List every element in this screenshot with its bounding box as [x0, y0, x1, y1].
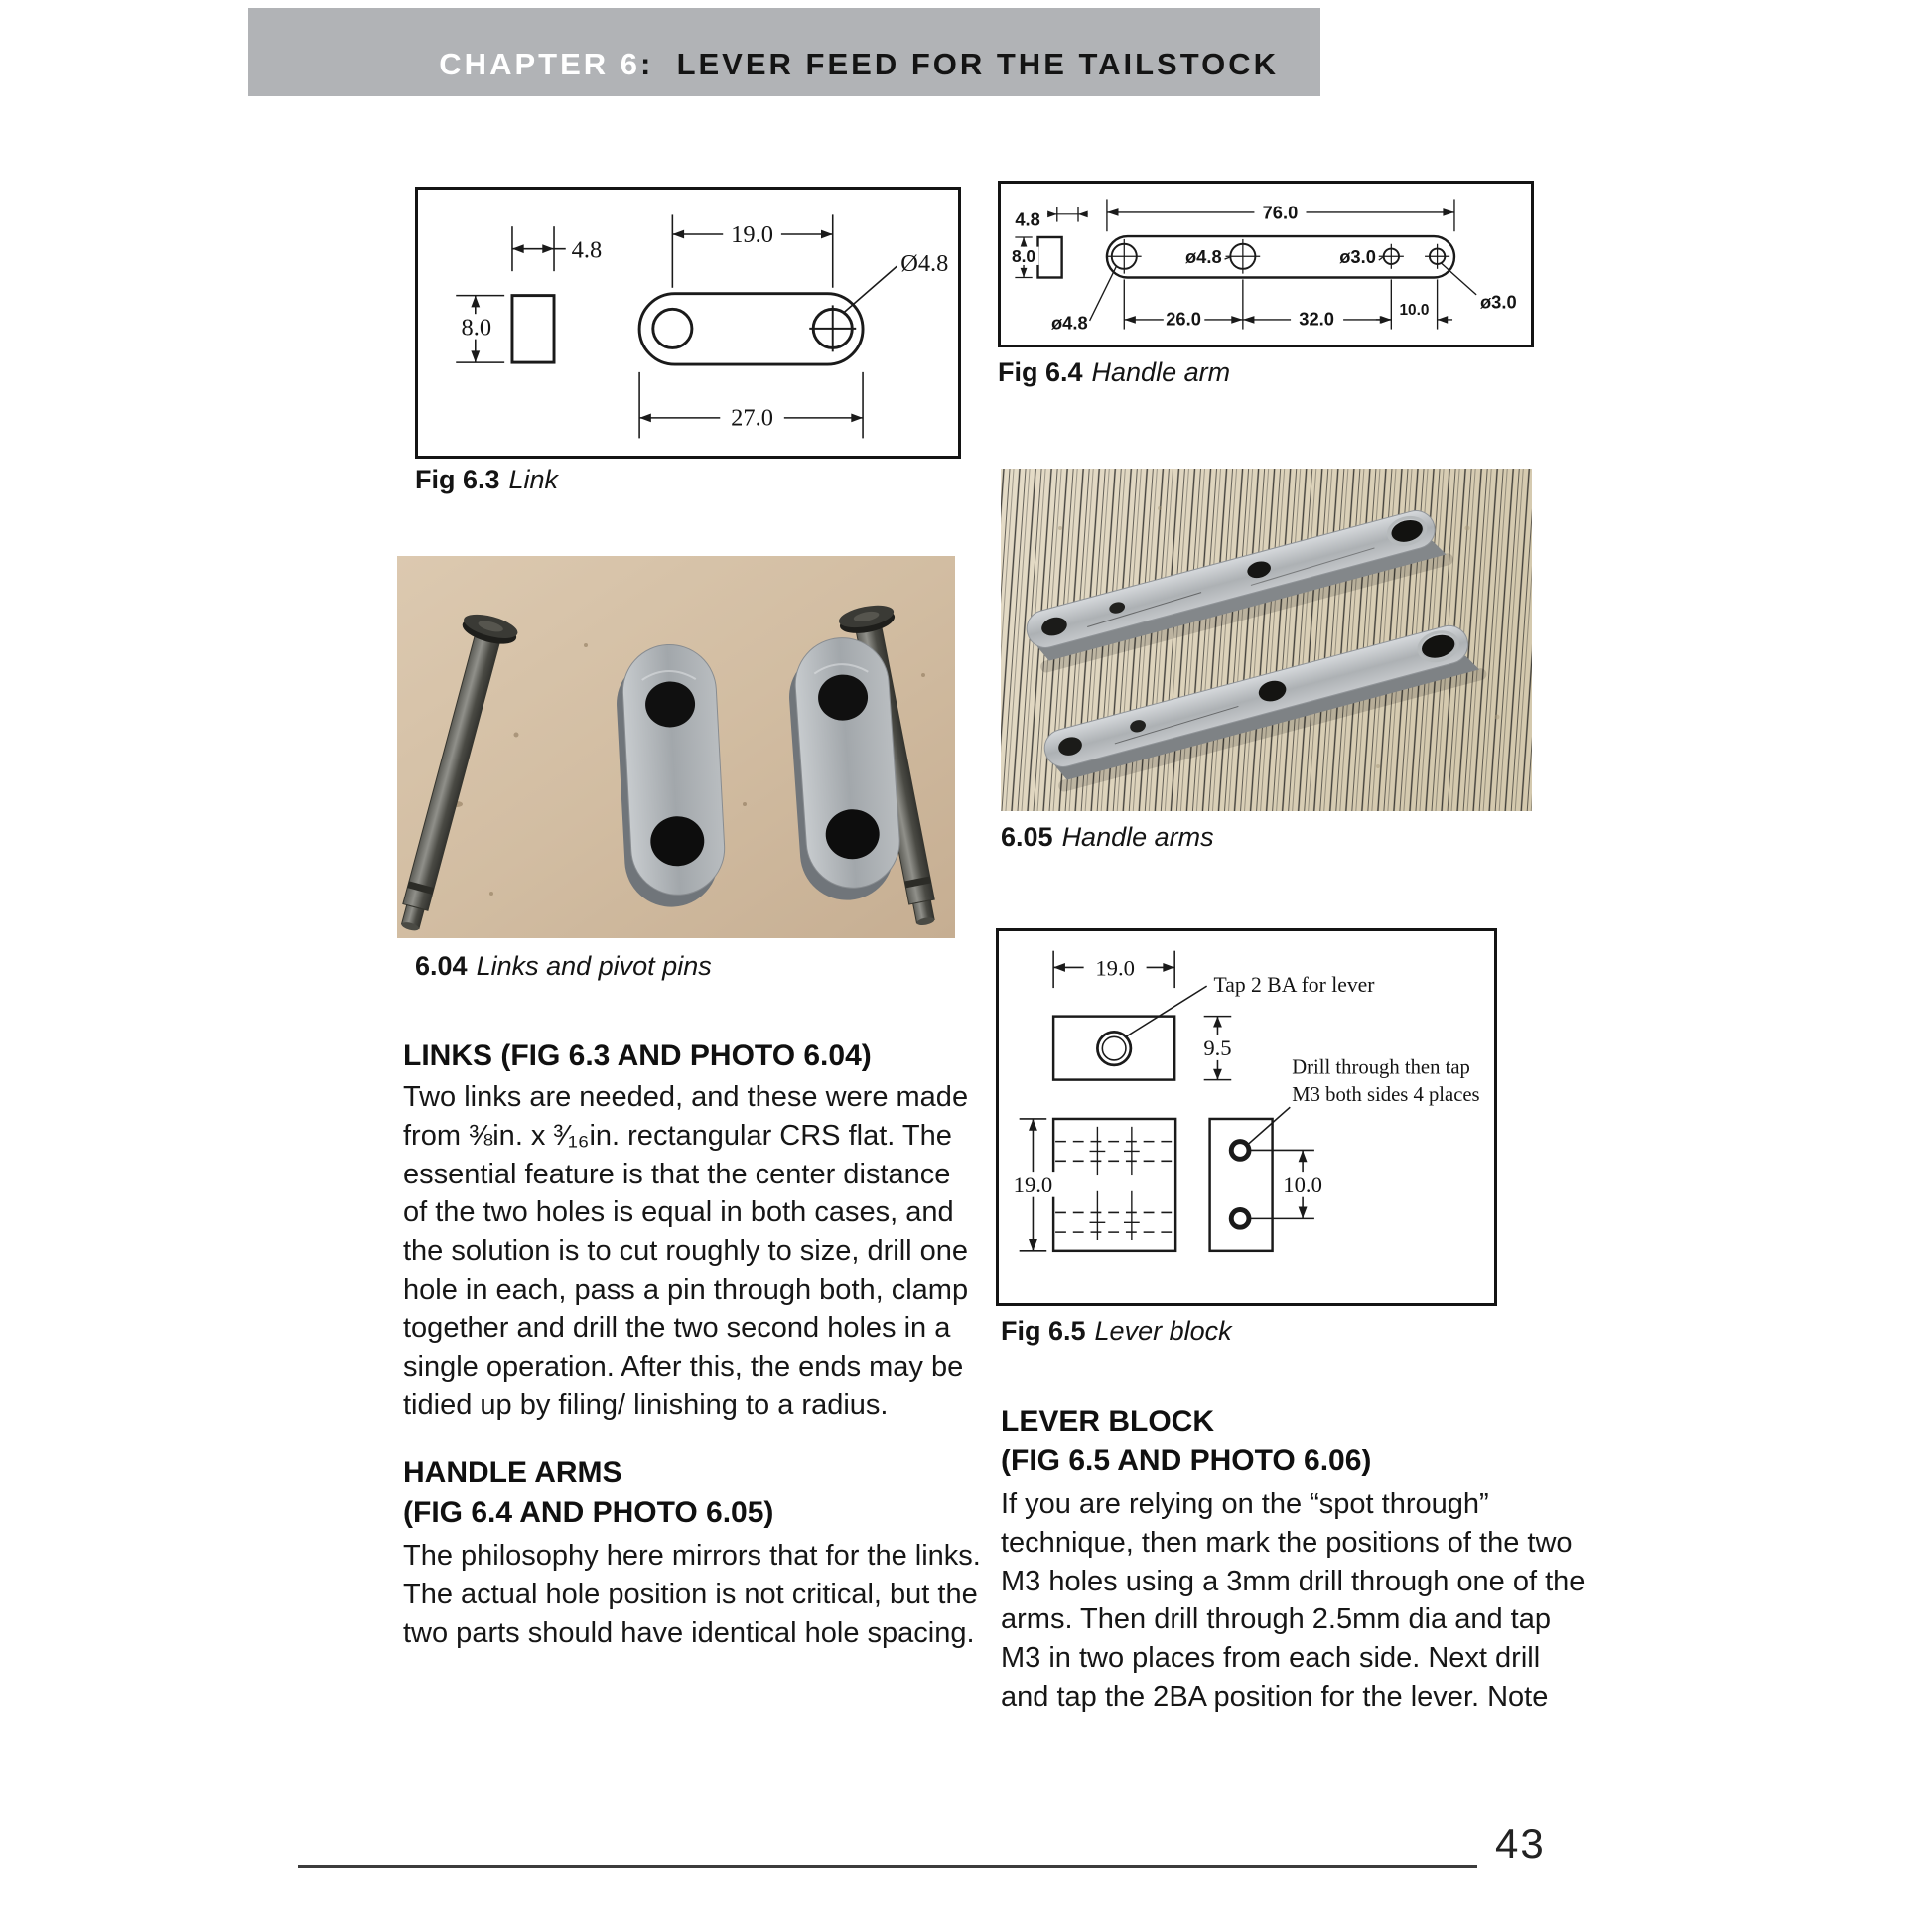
- handle-arms-section-heading: [403, 1453, 773, 1533]
- chapter-number: CHAPTER 6: [439, 47, 640, 81]
- handle-arms-line: two parts should have identical hole spacing.: [403, 1616, 975, 1649]
- fig65-dim-height: 19.0: [1013, 1172, 1053, 1197]
- fig65-dim-width: 19.0: [1095, 955, 1135, 981]
- links-line: from ⅜in. x ³⁄₁₆in. rectangular CRS flat. The: [403, 1119, 952, 1152]
- fig64-s1: 26.0: [1166, 308, 1201, 330]
- lever-block-technical-drawing: [999, 931, 1494, 1303]
- fig65-note-drill-2: M3 both sides 4 places: [1292, 1084, 1480, 1107]
- lever-block-line: M3 holes using a 3mm drill through one of the: [1001, 1565, 1586, 1597]
- links-line: the solution is to cut roughly to size, drill one: [403, 1235, 969, 1268]
- link-technical-drawing: [418, 190, 958, 456]
- lever-block-section-paragraph: [1001, 1485, 1585, 1717]
- fig-6-3-drawing: [415, 187, 961, 459]
- fig-6-4-drawing: [998, 181, 1534, 347]
- handle-arms-section-paragraph: [403, 1537, 981, 1652]
- link-part-left: [614, 642, 728, 909]
- links-line: of the two holes is equal in both cases, and: [403, 1196, 954, 1229]
- link-part-right: [785, 634, 903, 902]
- chapter-header: [248, 8, 1320, 96]
- fig64-stock-height: 8.0: [1011, 246, 1036, 267]
- photo-605-image: [1001, 469, 1532, 811]
- photo-links-and-pivot-pins: [397, 556, 955, 938]
- lever-block-line: arms. Then drill through 2.5mm dia and tap: [1001, 1603, 1551, 1636]
- fig64-overall: 76.0: [1262, 202, 1299, 223]
- photo-604-image: [397, 556, 955, 938]
- lever-block-heading-line1: LEVER BLOCK: [1001, 1405, 1215, 1438]
- links-section-paragraph: [403, 1078, 968, 1425]
- chapter-separator: :: [640, 47, 677, 81]
- photo-6-05-text: Handle arms: [1061, 822, 1214, 852]
- links-line: tidied up by filing/ linishing to a radius.: [403, 1389, 889, 1422]
- fig65-note-drill-1: Drill through then tap: [1292, 1056, 1470, 1079]
- fig-6-4-caption-text: Handle arm: [1091, 357, 1231, 387]
- links-line: single operation. After this, the ends may be: [403, 1350, 964, 1383]
- links-line: essential feature is that the center distance: [403, 1158, 951, 1190]
- fig65-dim-holes: 10.0: [1283, 1172, 1322, 1197]
- fig64-hole4-label: ø3.0: [1480, 291, 1517, 313]
- links-section-heading: LINKS (FIG 6.3 AND PHOTO 6.04): [403, 1039, 872, 1072]
- links-line: Two links are needed, and these were made: [403, 1081, 969, 1113]
- fig-6-5-caption-text: Lever block: [1094, 1316, 1232, 1346]
- fig-6-3-caption-text: Link: [508, 465, 559, 494]
- fig-6-3-caption-label: Fig 6.3: [415, 465, 500, 494]
- footer-rule: [298, 1865, 1477, 1868]
- fig64-s2: 32.0: [1299, 308, 1334, 330]
- handle-arms-line: The philosophy here mirrors that for the links.: [403, 1540, 981, 1572]
- fig64-stock-width: 4.8: [1015, 208, 1040, 230]
- fig64-hole1-label: ø4.8: [1051, 312, 1088, 334]
- links-line: together and drill the two second holes in a: [403, 1311, 951, 1344]
- fig63-dim-height: 8.0: [461, 314, 492, 342]
- fig64-hole2-label: ø4.8: [1184, 246, 1222, 268]
- lever-block-line: technique, then mark the positions of the two: [1001, 1526, 1573, 1559]
- lever-block-line: If you are relying on the “spot through”: [1001, 1488, 1489, 1520]
- fig-6-3-caption: [415, 465, 558, 495]
- handle-arm-technical-drawing: [1001, 184, 1531, 345]
- handle-arms-line: The actual hole position is not critical, but the: [403, 1578, 978, 1610]
- photo-6-04-text: Links and pivot pins: [476, 951, 712, 981]
- chapter-title: LEVER FEED FOR THE TAILSTOCK: [676, 47, 1279, 81]
- fig63-dim-length: 27.0: [731, 404, 773, 432]
- links-line: hole in each, pass a pin through both, clamp: [403, 1273, 969, 1306]
- lever-block-section-heading: [1001, 1402, 1371, 1481]
- fig63-dim-hole: Ø4.8: [900, 250, 949, 278]
- photo-6-04-number: 6.04: [415, 951, 468, 981]
- fig63-dim-width: 4.8: [571, 236, 603, 264]
- fig64-hole3-label: ø3.0: [1339, 246, 1376, 268]
- fig-6-5-caption: [1001, 1316, 1232, 1347]
- fig-6-4-caption: [998, 357, 1230, 388]
- photo-handle-arms: [1001, 469, 1532, 811]
- photo-6-05-caption: [1001, 822, 1214, 853]
- fig64-s3: 10.0: [1399, 302, 1430, 320]
- fig-6-4-caption-label: Fig 6.4: [998, 357, 1083, 387]
- photo-6-05-number: 6.05: [1001, 822, 1053, 852]
- handle-arms-heading-line2: (FIG 6.4 AND PHOTO 6.05): [403, 1496, 774, 1529]
- fig-6-5-caption-label: Fig 6.5: [1001, 1316, 1086, 1346]
- lever-block-line: M3 in two places from each side. Next drill: [1001, 1642, 1541, 1675]
- handle-arms-heading-line1: HANDLE ARMS: [403, 1456, 622, 1489]
- lever-block-line: and tap the 2BA position for the lever. Note: [1001, 1680, 1549, 1713]
- lever-block-heading-line2: (FIG 6.5 AND PHOTO 6.06): [1001, 1445, 1372, 1477]
- fig65-note-tap: Tap 2 BA for lever: [1213, 973, 1375, 998]
- fig65-dim-depth: 9.5: [1203, 1035, 1232, 1060]
- photo-6-04-caption: [415, 951, 712, 982]
- page-number: 43: [1495, 1820, 1546, 1866]
- fig63-dim-spacing: 19.0: [731, 220, 773, 248]
- fig-6-5-drawing: [996, 928, 1497, 1306]
